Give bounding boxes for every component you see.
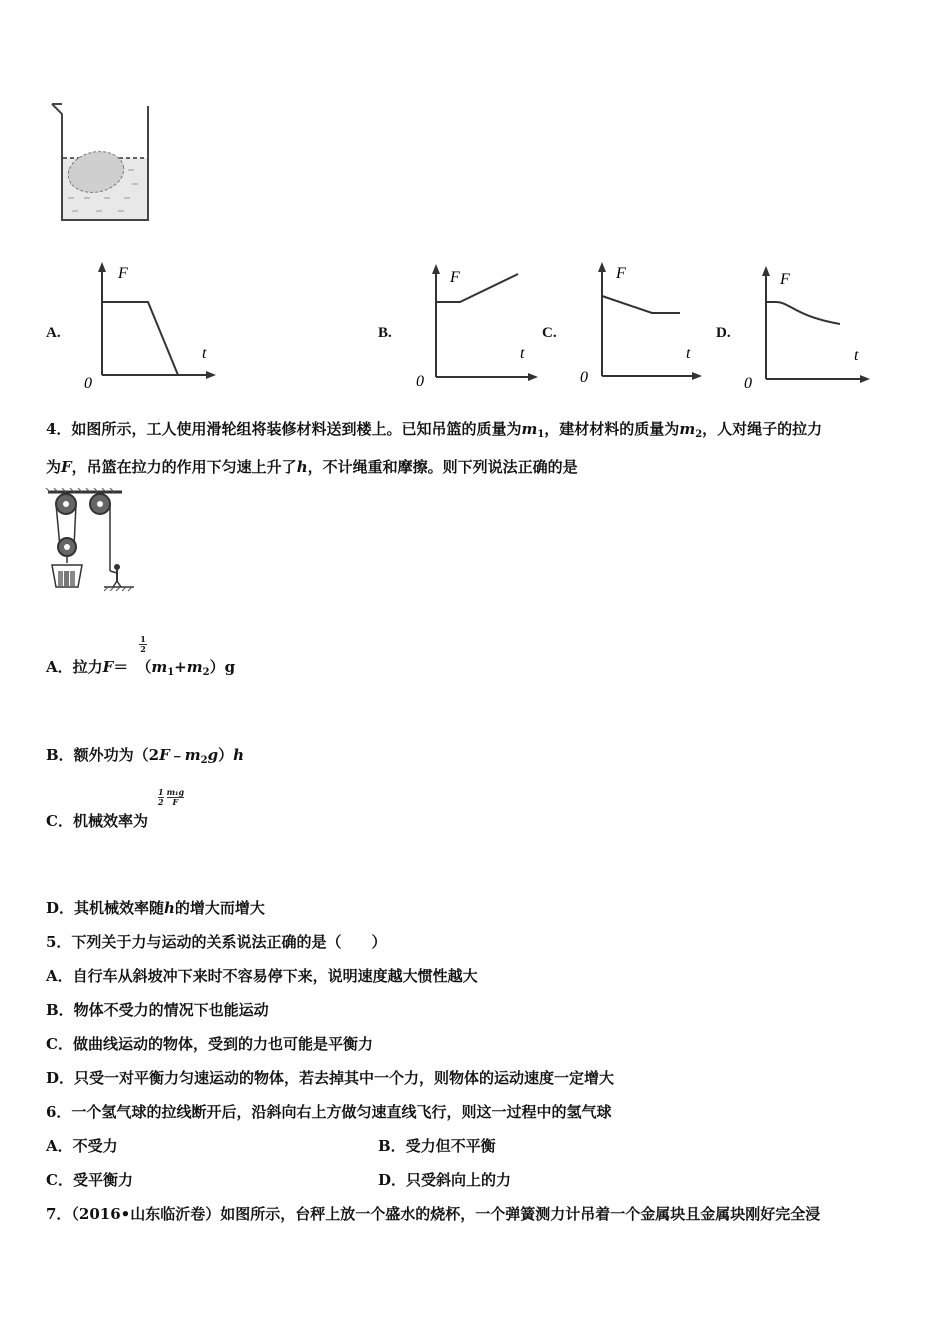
graph-b: [412, 262, 542, 392]
graph-d-t-label: t: [854, 347, 859, 364]
graph-b-f-label: F: [450, 269, 460, 286]
q4-stem-line2: 为F，吊篮在拉力的作用下匀速上升了h，不计绳重和摩擦。则下列说法正确的是: [46, 458, 578, 476]
q6-stem: 6．一个氢气球的拉线断开后，沿斜向右上方做匀速直线飞行，则这一过程中的氢气球: [46, 1103, 612, 1121]
q5-option-d[interactable]: D．只受一对平衡力匀速运动的物体，若去掉其中一个力，则物体的运动速度一定增大: [46, 1069, 615, 1087]
q4-opt-c-fraction: 1 2 m₁g F: [158, 787, 185, 807]
graph-c: [576, 258, 706, 390]
graph-c-origin: 0: [580, 369, 588, 386]
graph-option-c-label: C.: [542, 325, 557, 341]
graph-a: [80, 260, 220, 390]
q6-option-c[interactable]: C．受平衡力: [46, 1171, 133, 1189]
q5-option-c[interactable]: C．做曲线运动的物体，受到的力也可能是平衡力: [46, 1035, 373, 1053]
graph-option-a-label: A.: [46, 325, 61, 341]
graph-a-f-label: F: [118, 265, 128, 282]
graph-b-origin: 0: [416, 373, 424, 390]
q4-option-b[interactable]: B．额外功为$(2F﹣m_2g)h$: [46, 746, 245, 766]
q5-stem: 5．下列关于力与运动的关系说法正确的是（ ）: [46, 933, 387, 951]
q6-option-a[interactable]: A．不受力: [46, 1137, 118, 1155]
graph-c-f-label: F: [616, 265, 626, 282]
q6-option-d[interactable]: D．只受斜向上的力: [378, 1171, 512, 1189]
q4-stem-line1: 4．如图所示，工人使用滑轮组将装修材料送到楼上。已知吊篮的质量为$m_1$，建材材料的质量为$m_2$，人对绳子的拉力: [46, 420, 823, 440]
q5-option-a[interactable]: A．自行车从斜坡冲下来时不容易停下来，说明速度越大惯性越大: [46, 967, 478, 985]
q4-option-c[interactable]: C．机械效率为: [46, 812, 148, 830]
graph-d: [740, 262, 875, 392]
q4-option-a[interactable]: A．拉力$F= (m_1+m_2)g$: [46, 658, 236, 678]
q6-option-b[interactable]: B．受力但不平衡: [378, 1137, 496, 1155]
q4-option-d[interactable]: D．其机械效率随h的增大而增大: [46, 899, 265, 917]
q4-opt-a-fraction: $\frac{1}{2}$: [140, 634, 146, 654]
pulley-figure: [42, 487, 147, 595]
graph-a-origin: 0: [84, 375, 92, 390]
graph-option-d-label: D.: [716, 325, 731, 341]
q7-stem: 7．（2016•山东临沂卷）如图所示，台秤上放一个盛水的烧杯，一个弹簧测力计吊着一个金属块且金属块刚好完全浸: [46, 1205, 821, 1223]
beaker-figure: [48, 100, 154, 226]
graph-b-t-label: t: [520, 345, 525, 362]
graph-c-t-label: t: [686, 345, 691, 362]
q5-option-b[interactable]: B．物体不受力的情况下也能运动: [46, 1001, 269, 1019]
graph-d-origin: 0: [744, 375, 752, 392]
graph-d-f-label: F: [780, 271, 790, 288]
graph-a-t-label: t: [202, 345, 207, 362]
graph-option-b-label: B.: [378, 325, 392, 341]
